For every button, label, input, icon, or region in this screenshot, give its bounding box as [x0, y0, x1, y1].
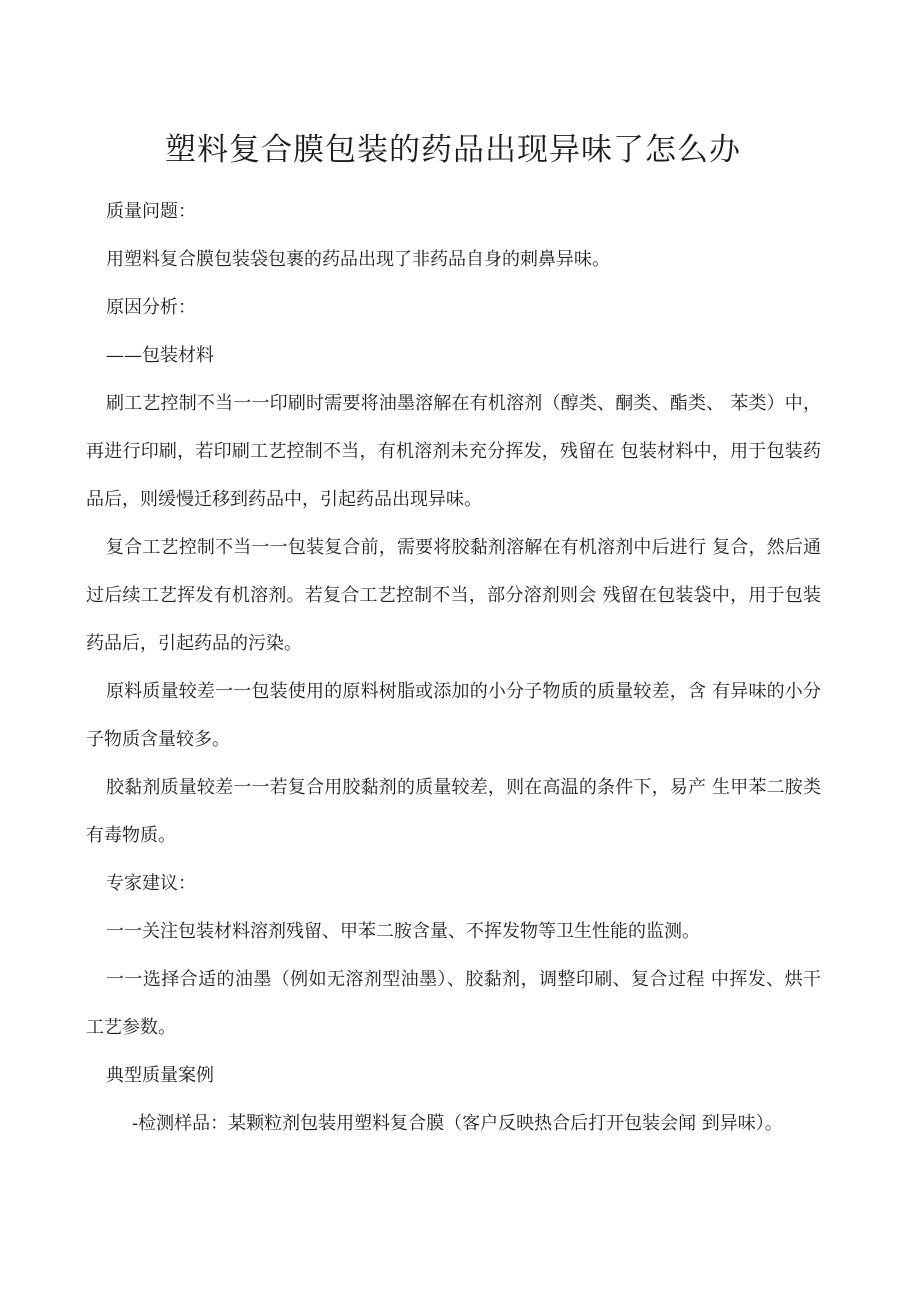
paragraph-cause-heading: 原因分析：: [106, 297, 196, 318]
paragraph-advice-ink-selection: 一一选择合适的油墨（例如无溶剂型油墨）、胶黏剂，调整印刷、复合过程 中挥发、烘干工艺参数。: [86, 969, 821, 1038]
paragraph-adhesive-quality: 胶黏剂质量较差一一若复合用胶黏剂的质量较差，则在高温的条件下，易产 生甲苯二胺类有毒物质。: [86, 777, 821, 846]
paragraph-quality-issue: 用塑料复合膜包装袋包裹的药品出现了非药品自身的刺鼻异味。: [106, 249, 610, 270]
paragraph-advice-monitoring: 一一关注包装材料溶剂残留、甲苯二胺含量、不挥发物等卫生性能的监测。: [106, 921, 700, 942]
paragraph-quality-issue-heading: 质量问题：: [106, 201, 196, 222]
paragraph-packaging-material: ——包装材料: [106, 345, 214, 366]
document-body: [86, 188, 821, 1148]
paragraph-case-heading: 典型质量案例: [106, 1065, 214, 1086]
paragraph-test-sample: -检测样品：某颗粒剂包装用塑料复合膜（客户反映热合后打开包装会闻 到异味）。: [132, 1113, 783, 1134]
paragraph-expert-advice-heading: 专家建议：: [106, 873, 196, 894]
paragraph-raw-material: 原料质量较差一一包装使用的原料树脂或添加的小分子物质的质量较差，含 有异味的小分子物质含量较多。: [86, 681, 821, 750]
document-title: 塑料复合膜包装的药品出现异味了怎么办: [165, 132, 741, 168]
paragraph-lamination-process: 复合工艺控制不当一一包装复合前，需要将胶黏剂溶解在有机溶剂中后进行 复合，然后通过后续工艺挥发有机溶剂。若复合工艺控制不当，部分溶剂则会 残留在包装袋中，用于包装药品后，引起药品的污染。: [86, 537, 821, 654]
paragraph-printing-process: 刷工艺控制不当一一印刷时需要将油墨溶解在有机溶剂（醇类、酮类、酯类、 苯类）中，再进行印刷，若印刷工艺控制不当，有机溶剂未充分挥发，残留在 包装材料中，用于包装药品后，则缓慢迁移到药品中，引起药品出现异味。: [86, 393, 821, 510]
